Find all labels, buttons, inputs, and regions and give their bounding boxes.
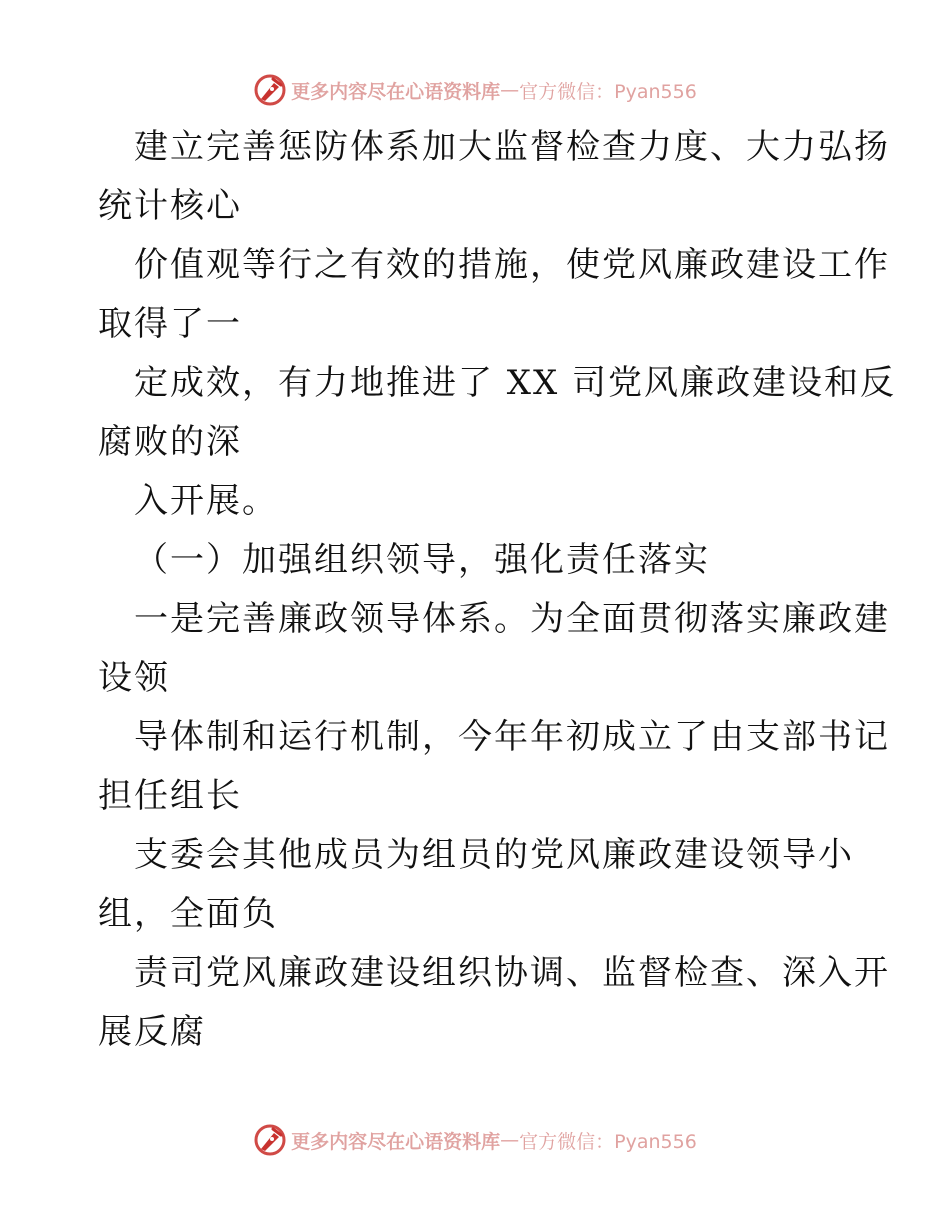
text-line: 支委会其他成员为组员的党风廉政建设领导小: [134, 835, 854, 875]
footer-site-name: 更多内容尽在心语资料库: [291, 1130, 501, 1153]
pen-nib-logo-icon: [253, 73, 287, 107]
header-wechat: 官方微信：Pyan556: [519, 80, 697, 103]
text-line: 建立完善惩防体系加大监督检查力度、大力弘扬: [134, 127, 890, 167]
footer-wechat: 官方微信：Pyan556: [519, 1130, 697, 1153]
text-line: 一是完善廉政领导体系。为全面贯彻落实廉政建: [134, 599, 890, 639]
footer-dash: —: [500, 1129, 520, 1151]
pen-nib-logo-icon: [253, 1123, 287, 1157]
footer-banner: [0, 1120, 950, 1160]
text-line: 腐败的深: [98, 422, 242, 462]
text-line: 定成效，有力地推进了 XX 司党风廉政建设和反: [134, 363, 897, 403]
text-line: （一）加强组织领导，强化责任落实: [134, 540, 710, 580]
document-body: [98, 118, 897, 1062]
text-line: 责司党风廉政建设组织协调、监督检查、深入开: [134, 953, 890, 993]
header-dash: —: [500, 79, 520, 101]
text-line: 设领: [98, 658, 170, 698]
text-line: 取得了一: [98, 304, 242, 344]
text-line: 展反腐: [98, 1012, 206, 1052]
text-line: 入开展。: [134, 481, 278, 521]
header-banner: [0, 70, 950, 110]
header-site-name: 更多内容尽在心语资料库: [291, 80, 501, 103]
text-line: 导体制和运行机制，今年年初成立了由支部书记: [134, 717, 890, 757]
text-line: 组，全面负: [98, 894, 278, 934]
text-line: 担任组长: [98, 776, 242, 816]
text-line: 统计核心: [98, 186, 242, 226]
text-line: 价值观等行之有效的措施，使党风廉政建设工作: [134, 245, 890, 285]
